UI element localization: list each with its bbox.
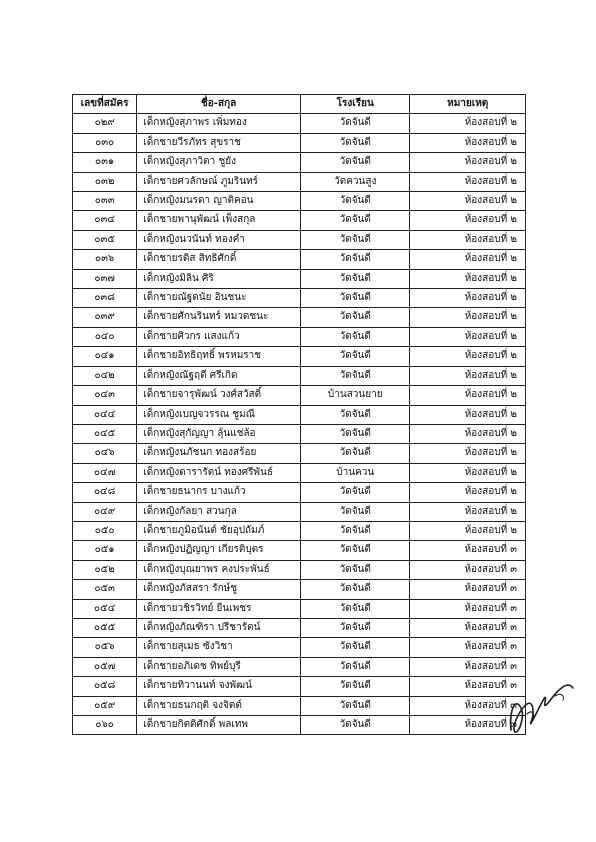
applicant-list xyxy=(72,94,526,735)
remarks-cell: ห้องสอบที่ ๓ xyxy=(410,560,526,579)
table-row xyxy=(73,114,526,133)
table-row xyxy=(73,327,526,346)
header-application-number: เลขที่สมัคร xyxy=(73,95,137,114)
full-name-cell: เด็กหญิงสุภาวิดา ชูยัง xyxy=(137,153,301,172)
application-number-cell: ๐๕๗ xyxy=(73,657,137,676)
full-name-cell: เด็กชายณัฐดนัย อินชนะ xyxy=(137,289,301,308)
full-name-cell: เด็กชายวีรภัทร สุขราช xyxy=(137,133,301,152)
school-cell: วัดจันดี xyxy=(301,308,410,327)
remarks-cell: ห้องสอบที่ ๒ xyxy=(410,192,526,211)
application-number-cell: ๐๒๙ xyxy=(73,114,137,133)
school-cell: วัดจันดี xyxy=(301,696,410,715)
full-name-cell: เด็กชายภูมิอนันต์ ชัยอุปถัมภ์ xyxy=(137,521,301,540)
application-number-cell: ๐๕๘ xyxy=(73,677,137,696)
header-remarks: หมายเหตุ xyxy=(410,95,526,114)
application-number-cell: ๐๓๕ xyxy=(73,230,137,249)
application-number-cell: ๐๔๗ xyxy=(73,463,137,482)
school-cell: วัดควนสูง xyxy=(301,172,410,191)
full-name-cell: เด็กหญิงมิลิน ศิริ xyxy=(137,269,301,288)
remarks-cell: ห้องสอบที่ ๓ xyxy=(410,599,526,618)
application-number-cell: ๐๕๐ xyxy=(73,521,137,540)
remarks-cell: ห้องสอบที่ ๒ xyxy=(410,386,526,405)
school-cell: วัดจันดี xyxy=(301,483,410,502)
school-cell: วัดจันดี xyxy=(301,250,410,269)
application-number-cell: ๐๓๘ xyxy=(73,289,137,308)
remarks-cell: ห้องสอบที่ ๒ xyxy=(410,521,526,540)
application-number-cell: ๐๕๑ xyxy=(73,541,137,560)
full-name-cell: เด็กชายรติส สิทธิศักดิ์ xyxy=(137,250,301,269)
table-row xyxy=(73,580,526,599)
application-number-cell: ๐๔๑ xyxy=(73,347,137,366)
header-school: โรงเรียน xyxy=(301,95,410,114)
remarks-cell: ห้องสอบที่ ๓ xyxy=(410,638,526,657)
remarks-cell: ห้องสอบที่ ๒ xyxy=(410,230,526,249)
table-row xyxy=(73,502,526,521)
full-name-cell: เด็กหญิงณัฐฤดี ศรีเกิด xyxy=(137,366,301,385)
remarks-cell: ห้องสอบที่ ๓ xyxy=(410,657,526,676)
remarks-cell: ห้องสอบที่ ๒ xyxy=(410,211,526,230)
full-name-cell: เด็กหญิงมนรดา ญาติคอน xyxy=(137,192,301,211)
remarks-cell: ห้องสอบที่ ๒ xyxy=(410,424,526,443)
school-cell: บ้านควน xyxy=(301,463,410,482)
table-row xyxy=(73,405,526,424)
full-name-cell: เด็กหญิงสุกัญญา ลุ้นแช่ล้อ xyxy=(137,424,301,443)
full-name-cell: เด็กหญิงดารารัตน์ ทองศรีพันธ์ xyxy=(137,463,301,482)
full-name-cell: เด็กหญิงสุภาพร เพิ่มทอง xyxy=(137,114,301,133)
school-cell: วัดจันดี xyxy=(301,677,410,696)
table-row xyxy=(73,308,526,327)
remarks-cell: ห้องสอบที่ ๒ xyxy=(410,502,526,521)
school-cell: วัดจันดี xyxy=(301,716,410,735)
table-row xyxy=(73,192,526,211)
full-name-cell: เด็กหญิงนวนันท์ ทองคำ xyxy=(137,230,301,249)
school-cell: วัดจันดี xyxy=(301,269,410,288)
full-name-cell: เด็กชายธนกฤติ จงจิตต์ xyxy=(137,696,301,715)
table-row xyxy=(73,424,526,443)
table-row xyxy=(73,153,526,172)
application-number-cell: ๐๓๒ xyxy=(73,172,137,191)
application-number-cell: ๐๔๒ xyxy=(73,366,137,385)
application-number-cell: ๐๔๖ xyxy=(73,444,137,463)
application-number-cell: ๐๓๙ xyxy=(73,308,137,327)
remarks-cell: ห้องสอบที่ ๒ xyxy=(410,483,526,502)
table-row xyxy=(73,638,526,657)
application-number-cell: ๐๓๐ xyxy=(73,133,137,152)
table-row xyxy=(73,347,526,366)
table-row xyxy=(73,386,526,405)
full-name-cell: เด็กหญิงเบญจวรรณ ชูมณี xyxy=(137,405,301,424)
table-row xyxy=(73,618,526,637)
full-name-cell: เด็กชายศักนรินทร์ หมวดชนะ xyxy=(137,308,301,327)
application-number-cell: ๐๔๘ xyxy=(73,483,137,502)
full-name-cell: เด็กหญิงภัณฑิรา ปรีชารัตน์ xyxy=(137,618,301,637)
remarks-cell: ห้องสอบที่ ๒ xyxy=(410,327,526,346)
remarks-cell: ห้องสอบที่ ๒ xyxy=(410,114,526,133)
remarks-cell: ห้องสอบที่ ๓ xyxy=(410,716,526,735)
table-row xyxy=(73,211,526,230)
school-cell: วัดจันดี xyxy=(301,657,410,676)
full-name-cell: เด็กหญิงภัสสรา รักษ์ชู xyxy=(137,580,301,599)
school-cell: วัดจันดี xyxy=(301,289,410,308)
table-row xyxy=(73,677,526,696)
school-cell: วัดจันดี xyxy=(301,114,410,133)
table-row xyxy=(73,289,526,308)
application-number-cell: ๐๔๓ xyxy=(73,386,137,405)
school-cell: วัดจันดี xyxy=(301,133,410,152)
table-row xyxy=(73,230,526,249)
school-cell: วัดจันดี xyxy=(301,638,410,657)
remarks-cell: ห้องสอบที่ ๒ xyxy=(410,269,526,288)
header-full-name: ชื่อ-สกุล xyxy=(137,95,301,114)
full-name-cell: เด็กชายศิวกร แสงแก้ว xyxy=(137,327,301,346)
remarks-cell: ห้องสอบที่ ๒ xyxy=(410,463,526,482)
table-row xyxy=(73,696,526,715)
full-name-cell: เด็กหญิงนภัชนก ทองสร้อย xyxy=(137,444,301,463)
remarks-cell: ห้องสอบที่ ๒ xyxy=(410,250,526,269)
application-number-cell: ๐๓๗ xyxy=(73,269,137,288)
full-name-cell: เด็กชายพานุพัฒน์ เพ็งสกุล xyxy=(137,211,301,230)
table-row xyxy=(73,716,526,735)
remarks-cell: ห้องสอบที่ ๓ xyxy=(410,618,526,637)
remarks-cell: ห้องสอบที่ ๓ xyxy=(410,696,526,715)
application-number-cell: ๐๔๐ xyxy=(73,327,137,346)
application-number-cell: ๐๕๓ xyxy=(73,580,137,599)
full-name-cell: เด็กชายอิทธิฤทธิ์ พรหมราช xyxy=(137,347,301,366)
application-number-cell: ๐๓๔ xyxy=(73,211,137,230)
school-cell: วัดจันดี xyxy=(301,444,410,463)
remarks-cell: ห้องสอบที่ ๒ xyxy=(410,172,526,191)
application-number-cell: ๐๓๑ xyxy=(73,153,137,172)
table-row xyxy=(73,657,526,676)
table-row xyxy=(73,483,526,502)
header-row xyxy=(73,95,526,114)
school-cell: วัดจันดี xyxy=(301,230,410,249)
full-name-cell: เด็กชายสุเมธ ซังวิชา xyxy=(137,638,301,657)
remarks-cell: ห้องสอบที่ ๒ xyxy=(410,308,526,327)
school-cell: วัดจันดี xyxy=(301,424,410,443)
remarks-cell: ห้องสอบที่ ๒ xyxy=(410,347,526,366)
school-cell: บ้านสวนยาย xyxy=(301,386,410,405)
remarks-cell: ห้องสอบที่ ๒ xyxy=(410,366,526,385)
full-name-cell: เด็กหญิงกัลยา สวนกุล xyxy=(137,502,301,521)
application-number-cell: ๐๕๕ xyxy=(73,618,137,637)
school-cell: วัดจันดี xyxy=(301,521,410,540)
application-number-cell: ๐๓๖ xyxy=(73,250,137,269)
table-row xyxy=(73,133,526,152)
table-row xyxy=(73,541,526,560)
full-name-cell: เด็กชายทิวานนท์ จงพัฒน์ xyxy=(137,677,301,696)
application-number-cell: ๐๕๙ xyxy=(73,696,137,715)
table-row xyxy=(73,521,526,540)
table-row xyxy=(73,444,526,463)
table-row xyxy=(73,250,526,269)
school-cell: วัดจันดี xyxy=(301,599,410,618)
remarks-cell: ห้องสอบที่ ๓ xyxy=(410,677,526,696)
table-row xyxy=(73,599,526,618)
full-name-cell: เด็กหญิงปฏิญญา เกียรติบุตร xyxy=(137,541,301,560)
school-cell: วัดจันดี xyxy=(301,366,410,385)
full-name-cell: เด็กชายศวลักษณ์ ภูมรินทร์ xyxy=(137,172,301,191)
application-number-cell: ๐๕๒ xyxy=(73,560,137,579)
school-cell: วัดจันดี xyxy=(301,560,410,579)
table-row xyxy=(73,560,526,579)
remarks-cell: ห้องสอบที่ ๓ xyxy=(410,541,526,560)
full-name-cell: เด็กชายกิตติศักดิ์ พลเทพ xyxy=(137,716,301,735)
remarks-cell: ห้องสอบที่ ๒ xyxy=(410,133,526,152)
full-name-cell: เด็กชายธนากร บางแก้ว xyxy=(137,483,301,502)
application-number-cell: ๐๕๖ xyxy=(73,638,137,657)
school-cell: วัดจันดี xyxy=(301,405,410,424)
remarks-cell: ห้องสอบที่ ๒ xyxy=(410,289,526,308)
remarks-cell: ห้องสอบที่ ๒ xyxy=(410,444,526,463)
application-number-cell: ๐๕๔ xyxy=(73,599,137,618)
application-number-cell: ๐๖๐ xyxy=(73,716,137,735)
application-number-cell: ๐๓๓ xyxy=(73,192,137,211)
school-cell: วัดจันดี xyxy=(301,211,410,230)
full-name-cell: เด็กชายอภิเดช ทิพย์บุรี xyxy=(137,657,301,676)
school-cell: วัดจันดี xyxy=(301,153,410,172)
school-cell: วัดจันดี xyxy=(301,502,410,521)
school-cell: วัดจันดี xyxy=(301,192,410,211)
table-row xyxy=(73,269,526,288)
application-number-cell: ๐๔๔ xyxy=(73,405,137,424)
table-row xyxy=(73,172,526,191)
remarks-cell: ห้องสอบที่ ๓ xyxy=(410,580,526,599)
remarks-cell: ห้องสอบที่ ๒ xyxy=(410,153,526,172)
handwritten-signature-icon xyxy=(505,652,577,742)
remarks-cell: ห้องสอบที่ ๒ xyxy=(410,405,526,424)
application-number-cell: ๐๔๙ xyxy=(73,502,137,521)
school-cell: วัดจันดี xyxy=(301,618,410,637)
full-name-cell: เด็กชายวชิรวิทย์ ยืนเพชร xyxy=(137,599,301,618)
full-name-cell: เด็กหญิงบุณยาพร คงประพันธ์ xyxy=(137,560,301,579)
school-cell: วัดจันดี xyxy=(301,327,410,346)
table-row xyxy=(73,463,526,482)
school-cell: วัดจันดี xyxy=(301,580,410,599)
full-name-cell: เด็กชายจารุพัฒน์ วงศ์สวัสดิ์ xyxy=(137,386,301,405)
application-number-cell: ๐๔๕ xyxy=(73,424,137,443)
school-cell: วัดจันดี xyxy=(301,347,410,366)
applicant-table xyxy=(72,94,526,735)
school-cell: วัดจันดี xyxy=(301,541,410,560)
table-row xyxy=(73,366,526,385)
